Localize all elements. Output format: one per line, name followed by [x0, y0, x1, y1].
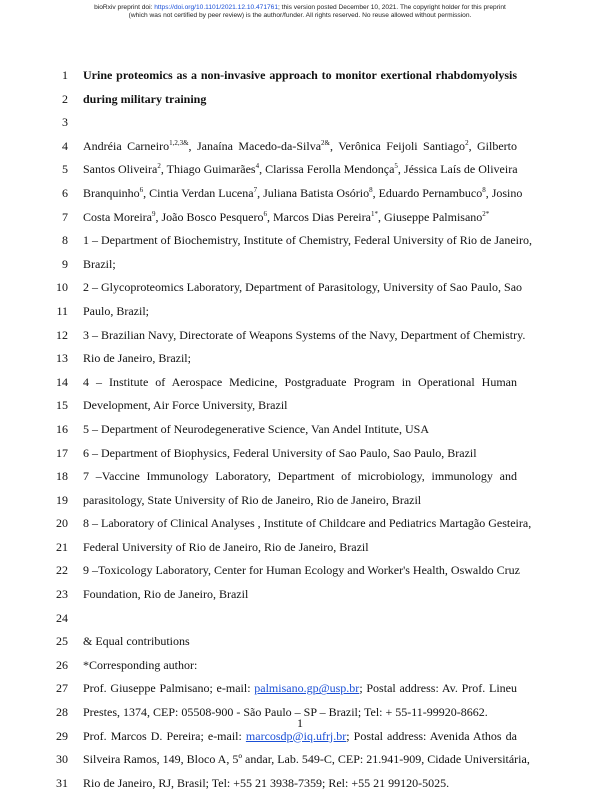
line-19	[0, 492, 600, 516]
line-number: 24	[56, 610, 68, 625]
corresponding-author-label: *Corresponding author:	[83, 657, 198, 672]
line-17	[0, 445, 600, 469]
line-13	[0, 350, 600, 374]
line-number: 9	[62, 256, 68, 271]
line-number: 4	[62, 138, 68, 153]
email-link-pereira[interactable]: marcosdp@iq.ufrj.br	[245, 728, 347, 743]
line-31	[0, 775, 600, 798]
email-link-palmisano[interactable]: palmisano.gp@usp.br	[254, 681, 360, 696]
line-15	[0, 397, 600, 421]
line-number: 13	[56, 351, 68, 366]
affiliation-text: Paulo, Brazil;	[83, 303, 149, 318]
affiliation-text: 6 – Department of Biophysics, Federal University of Sao Paulo, Sao Paulo, Brazil	[83, 445, 477, 460]
authors-line-3: Branquinho$^6$, Cintia Verdan Lucena$^7$, Juliana Batista Osório$^8$, Eduardo Pernambuco$^8$, Josino	[83, 185, 523, 200]
line-number: 1	[62, 68, 68, 82]
affiliation-text: 9 –Toxicology Laboratory, Center for Human Ecology and Worker's Health, Oswaldo Cruz	[83, 563, 520, 578]
line-number: 23	[56, 587, 68, 602]
line-29	[0, 728, 600, 752]
line-number: 25	[56, 634, 68, 649]
line-number: 14	[56, 374, 68, 389]
line-18	[0, 468, 600, 492]
line-12	[0, 327, 600, 351]
line-14	[0, 374, 600, 398]
line-24	[0, 610, 600, 634]
affiliation-text: 8 – Laboratory of Clinical Analyses , Institute of Childcare and Pediatrics Martagão Gesteira,	[83, 516, 532, 531]
line-number: 26	[56, 657, 68, 672]
affiliation-text: 3 – Brazilian Navy, Directorate of Weapons Systems of the Navy, Department of Chemistry.	[83, 327, 526, 342]
line-number: 7	[62, 209, 68, 224]
line-number: 12	[56, 327, 68, 342]
line-10	[0, 279, 600, 303]
line-number: 20	[56, 516, 68, 531]
line-number: 27	[56, 681, 68, 696]
line-number: 28	[56, 705, 68, 720]
contact-text: Prestes, 1374, CEP: 05508-900 - São Paulo – SP – Brazil; Tel: + 55-11-99920-8662.	[83, 705, 488, 720]
affiliation-text: parasitology, State University of Rio de Janeiro, Rio de Janeiro, Brazil	[83, 492, 422, 507]
line-number: 16	[56, 421, 68, 436]
line-8	[0, 232, 600, 256]
affiliation-text: 5 – Department of Neurodegenerative Science, Van Andel Intitute, USA	[83, 421, 430, 436]
page-number: 1	[297, 716, 303, 730]
line-3	[0, 114, 600, 138]
line-21	[0, 539, 600, 563]
line-number: 8	[62, 233, 68, 248]
line-4	[0, 138, 600, 162]
line-number: 18	[56, 469, 68, 484]
line-number: 2	[62, 91, 68, 106]
line-number: 30	[56, 752, 68, 767]
line-22	[0, 562, 600, 586]
line-number: 11	[56, 303, 68, 318]
line-number: 22	[56, 563, 68, 578]
preprint-line-1: bioRxiv preprint doi: https://doi.org/10.1101/2021.12.10.471761; this version posted December 10, 2021. The copyright holder for this preprint	[94, 4, 506, 11]
line-26	[0, 657, 600, 681]
affiliation-text: Foundation, Rio de Janeiro, Brazil	[83, 587, 249, 602]
line-9	[0, 256, 600, 280]
preprint-notice	[0, 4, 600, 21]
authors-line-4: Costa Moreira$^9$, João Bosco Pesquero$^6$, Marcos Dias Pereira$^{1*}$, Giuseppe Palmisano$^{2*}$	[83, 209, 490, 224]
authors-line-2: Santos Oliveira$^2$, Thiago Guimarães$^4$, Clarissa Ferolla Mendonça$^5$, Jéssica Laís de Oliveira	[83, 162, 518, 177]
line-23	[0, 586, 600, 610]
contact-text: Rio de Janeiro, RJ, Brasil; Tel: +55 21 3938-7359; Rel: +55 21 99120-5025.	[83, 775, 450, 790]
paper-title-line-2: during military training	[83, 91, 207, 106]
line-number: 17	[56, 445, 68, 460]
affiliation-text: Brazil;	[83, 256, 116, 271]
affiliation-text: Development, Air Force University, Brazil	[83, 398, 288, 413]
preprint-line-2: (which was not certified by peer review) is the author/funder. All rights reserved. No reuse allowed without permission.	[128, 12, 472, 20]
line-20	[0, 515, 600, 539]
equal-contribution-note: & Equal contributions	[83, 634, 190, 649]
contact-text: Silveira Ramos, 149, Bloco A, 5º andar, Lab. 549-C, CEP: 21.941-909, Cidade Universitária,	[83, 752, 530, 767]
line-25	[0, 633, 600, 657]
contact-text: Prof. Marcos D. Pereira; e-mail: marcosdp@iq.ufrj.br; Postal address: Avenida Athos da	[83, 728, 517, 743]
authors-line-1: Andréia Carneiro$^{1,2,3\&}$, Janaína Macedo-da-Silva$^{2\&}$, Verônica Feijoli Santiago$^2$, Gilberto	[83, 138, 517, 153]
affiliation-text: 7 –Vaccine Immunology Laboratory, Department of microbiology, immunology and	[83, 469, 517, 484]
doi-link[interactable]: https://doi.org/10.1101/2021.12.10.471761	[154, 4, 279, 11]
affiliation-text: Rio de Janeiro, Brazil;	[83, 351, 191, 366]
line-number: 29	[56, 728, 68, 743]
line-2	[0, 91, 600, 115]
line-number: 31	[56, 775, 68, 790]
affiliation-text: 4 – Institute of Aerospace Medicine, Postgraduate Program in Operational Human	[83, 374, 517, 389]
line-number: 3	[62, 115, 68, 130]
affiliation-text: 2 – Glycoproteomics Laboratory, Department of Parasitology, University of Sao Paulo, Sao	[83, 280, 523, 295]
line-5	[0, 161, 600, 185]
line-27	[0, 680, 600, 704]
line-16	[0, 421, 600, 445]
line-number: 21	[56, 539, 68, 554]
line-11	[0, 303, 600, 327]
paper-title-line-1: Urine proteomics as a non-invasive approach to monitor exertional rhabdomyolysis	[83, 68, 517, 82]
affiliation-text: Federal University of Rio de Janeiro, Rio de Janeiro, Brazil	[83, 539, 369, 554]
line-number: 6	[62, 185, 68, 200]
contact-text: Prof. Giuseppe Palmisano; e-mail: palmisano.gp@usp.br; Postal address: Av. Prof. Lineu	[83, 681, 517, 696]
line-30	[0, 751, 600, 775]
line-7	[0, 209, 600, 233]
line-1	[0, 67, 600, 91]
line-number: 19	[56, 492, 68, 507]
line-number: 15	[56, 398, 68, 413]
affiliation-text: 1 – Department of Biochemistry, Institute of Chemistry, Federal University of Rio de Janeiro,	[83, 233, 533, 248]
line-number: 10	[56, 280, 68, 295]
manuscript-body	[0, 67, 600, 798]
line-6	[0, 185, 600, 209]
line-number: 5	[62, 162, 68, 177]
